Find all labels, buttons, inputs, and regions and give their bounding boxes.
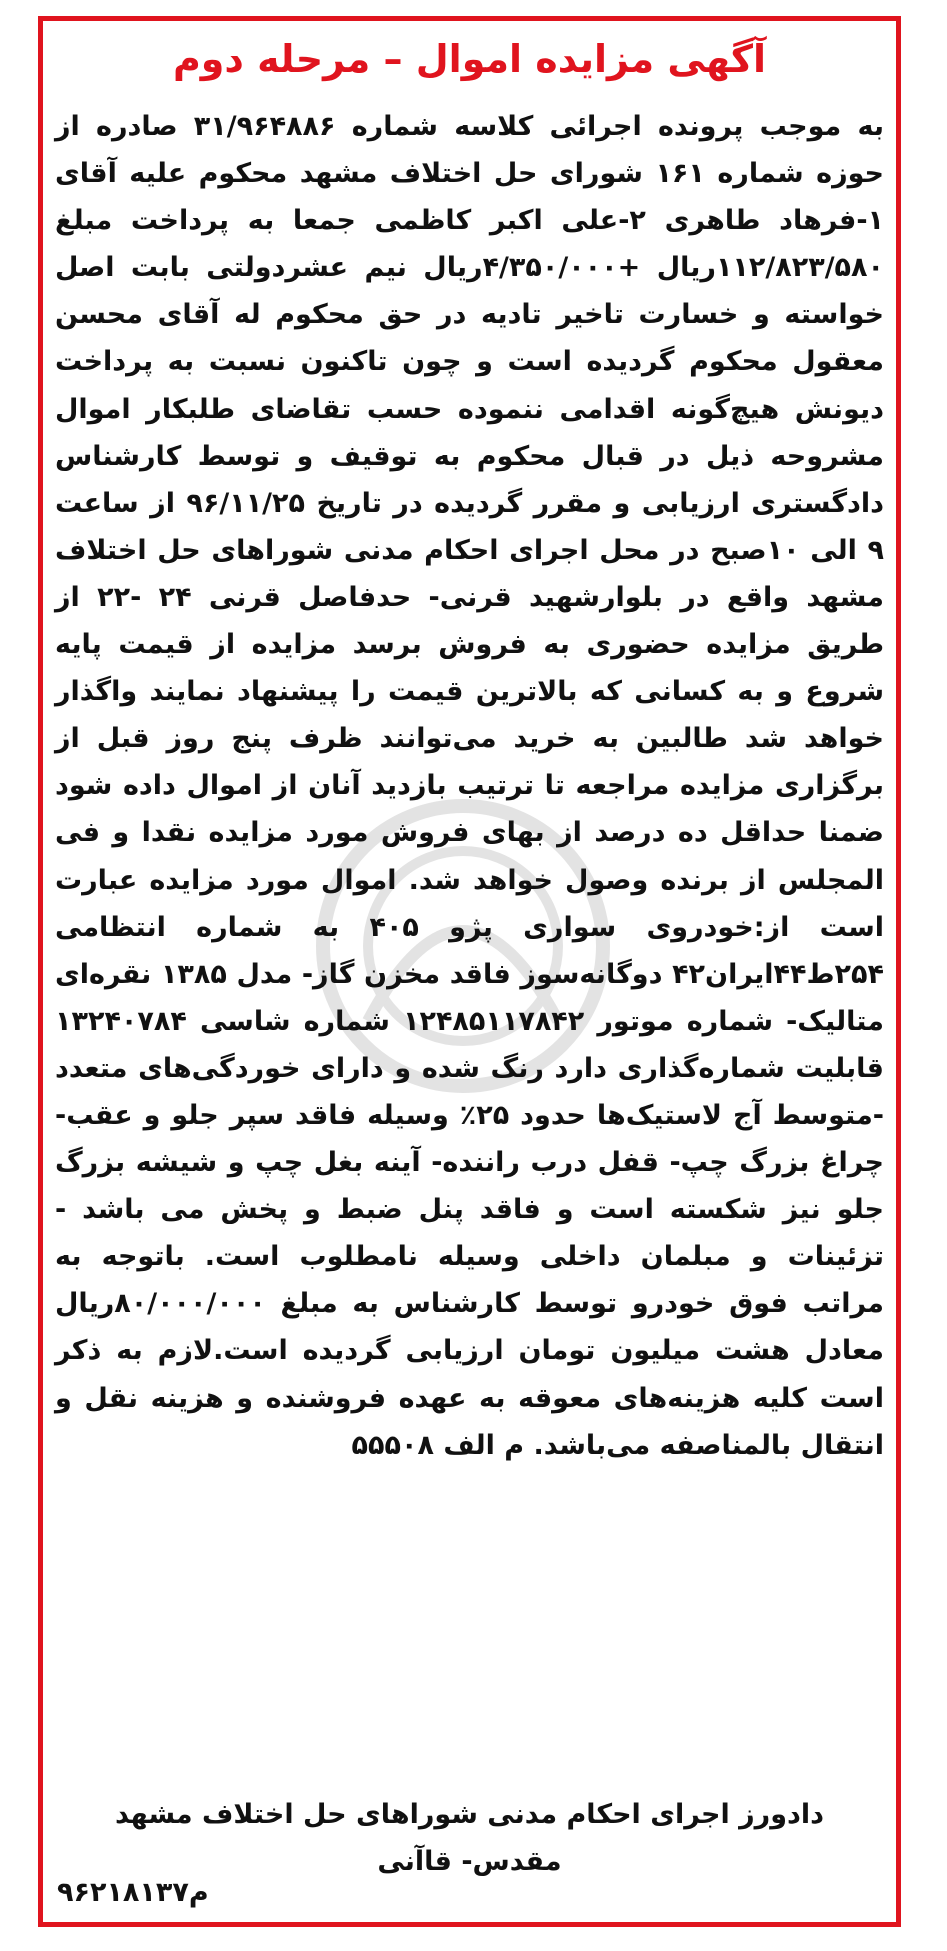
notice-body: به موجب پرونده اجرائی کلاسه شماره ۳۱/۹۶۴۸۸۶ صادره از حوزه شماره ۱۶۱ شورای حل اختلاف مشهد محکوم علیه آقای ۱-فرهاد طاهری ۲-علی اکبر کاظمی جمعا به پرداخت مبلغ ۱۱۲/۸۲۳/۵۸۰ریال +۴/۳۵۰/۰۰۰ریال نیم عشردولتی بابت اصل خواسته و خسارت تاخیر تادیه در حق محکوم له آقای محسن معقول محکوم گردیده است و چون تاکنون نسبت به پرداخت دیونش هیچ‌گونه اقدامی ننموده حسب تقاضای طلبکار اموال مشروحه ذیل در قبال محکوم به توقیف و توسط کارشناس دادگستری ارزیابی و مقرر گردیده در تاریخ ۹۶/۱۱/۲۵ از ساعت ۹ الی ۱۰صبح در محل اجرای احکام مدنی شوراهای حل اختلاف مشهد واقع در بلوارشهید قرنی- حدفاصل قرنی ۲۴ -۲۲ از طریق مزایده حضوری به فروش برسد مزایده از قیمت پایه شروع و به کسانی که بالاترین قیمت را پیشنهاد نمایند واگذار خواهد شد طالبین به خرید می‌توانند ظرف پنج روز قبل از برگزاری مزایده مراجعه تا ترتیب بازدید آنان از اموال داده شود ضمنا حداقل ده درصد از بهای فروش مورد مزایده نقدا و فی المجلس از برنده وصول خواهد شد. اموال مورد مزایده عبارت است از:خودروی سواری پژو ۴۰۵ به شماره انتظامی ۲۵۴ط۴۴ایران۴۲ دوگانه‌سوز فاقد مخزن گاز- مدل ۱۳۸۵ نقره‌ای متالیک- شماره موتور ۱۲۴۸۵۱۱۷۸۴۲ شماره شاسی ۱۳۲۴۰۷۸۴ قابلیت شماره‌گذاری دارد رنگ شده و دارای خوردگی‌های متعدد -متوسط آج لاستیک‌ها حدود ۲۵٪ وسیله فاقد سپر جلو و عقب- چراغ بزرگ چپ- قفل درب راننده- آینه بغل چپ و شیشه بزرگ جلو نیز شکسته است و فاقد پنل ضبط و پخش می باشد - تزئینات و مبلمان داخلی وسیله نامطلوب است. باتوجه به مراتب فوق خودرو توسط کارشناس به مبلغ ۸۰/۰۰۰/۰۰۰ریال معادل هشت میلیون تومان ارزیابی گردیده است.لازم به ذکر است کلیه هزینه‌های معوقه به عهده فروشنده و هزینه نقل و انتقال بالمناصفه می‌باشد. م الف ۵۵۵۰۸ (55, 111, 885, 1461)
notice-frame (38, 16, 901, 1927)
notice-title: آگهی مزایده اموال – مرحله دوم (172, 37, 767, 81)
notice-code: م۹۶۲۱۸۱۳۷ (57, 1877, 209, 1908)
signature-line-1: دادورز اجرای احکام مدنی شوراهای حل اختلاف مشهد (115, 1799, 824, 1830)
signature-line-2: مقدس- قاآنی (377, 1846, 562, 1877)
signature-block (63, 1791, 876, 1885)
